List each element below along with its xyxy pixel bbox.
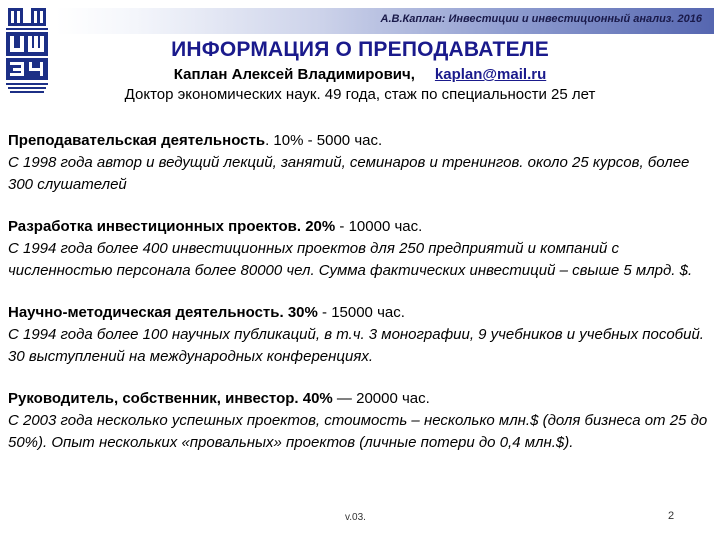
section-heading-title: Преподавательская деятельность xyxy=(8,132,266,149)
section-heading-stats: - 15000 час. xyxy=(317,304,405,321)
section-description: С 1998 года автор и ведущий лекций, занятий, семинаров и тренингов. около 25 курсов, более 300 слушателей xyxy=(8,154,690,193)
email-link[interactable]: kaplan@mail.ru xyxy=(434,66,547,83)
running-title: А.В.Каплан: Инвестиции и инвестиционный анализ. 2016 xyxy=(380,13,702,25)
section-heading-stats: . 10% - 5000 час. xyxy=(265,132,383,149)
section-business xyxy=(8,388,714,454)
section-teaching xyxy=(8,130,714,196)
slide-title: ИНФОРМАЦИЯ О ПРЕПОДАВАТЕЛЕ xyxy=(171,38,549,61)
section-description: С 2003 года несколько успешных проектов, стоимость – несколько млн.$ (доля бизнеса от 25 до 50%). Опыт нескольких «провальных» проектов (личные потери до 0,4 млн.$). xyxy=(8,412,708,451)
section-research xyxy=(8,302,714,368)
section-heading-stats: — 20000 час. xyxy=(332,390,430,407)
section-heading xyxy=(8,302,714,324)
lecturer-name: Каплан Алексей Владимирович, xyxy=(173,66,415,83)
section-projects xyxy=(8,216,714,282)
section-description: С 1994 года более 400 инвестиционных проектов для 250 предприятий и компаний с численностью персонала более 80000 чел. Сумма фактических инвестиций – свыше 5 млрд. $. xyxy=(8,240,693,279)
section-heading xyxy=(8,130,714,152)
page-number: 2 xyxy=(668,510,675,522)
lecturer-name-line xyxy=(0,66,720,83)
section-description: С 1994 года более 100 научных публикаций, в т.ч. 3 монографии, 9 учебников и учебных пособий. 30 выступлений на международных конференциях. xyxy=(8,326,704,365)
section-heading-stats: - 10000 час. xyxy=(335,218,423,235)
lecturer-credentials: Доктор экономических наук. 49 года, стаж по специальности 25 лет xyxy=(124,86,596,103)
footer-version: v.03. xyxy=(345,512,366,523)
section-heading-title: Научно-методическая деятельность. 30% xyxy=(8,304,318,321)
section-heading xyxy=(8,388,714,410)
header-bar xyxy=(56,8,714,34)
section-heading-title: Руководитель, собственник, инвестор. 40% xyxy=(8,390,333,407)
activity-sections xyxy=(8,130,714,474)
section-heading-title: Разработка инвестиционных проектов. 20% xyxy=(8,218,336,235)
section-heading xyxy=(8,216,714,238)
